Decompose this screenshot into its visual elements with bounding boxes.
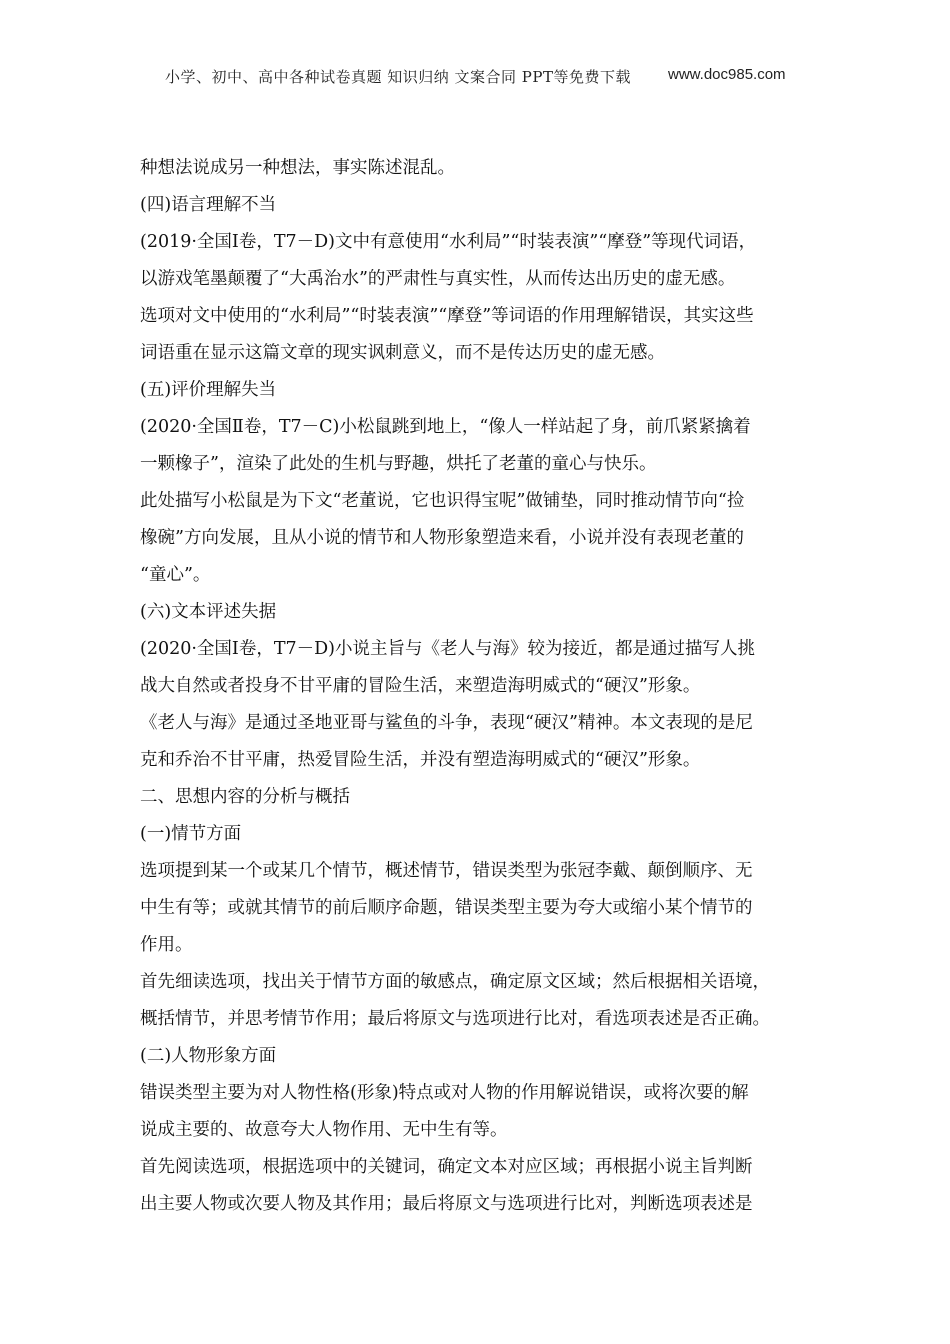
text-line: 一颗橡子”，渲染了此处的生机与野趣，烘托了老董的童心与快乐。	[140, 454, 657, 474]
text-line: 错误类型主要为对人物性格(形象)特点或对人物的作用解说错误，或将次要的解	[140, 1083, 749, 1103]
text-line: 战大自然或者投身不甘平庸的冒险生活，来塑造海明威式的“硬汉”形象。	[140, 676, 701, 696]
header-url: www.doc985.com	[668, 66, 786, 83]
text-line: (2020·全国Ⅰ卷，T7－D)小说主旨与《老人与海》较为接近，都是通过描写人挑	[140, 639, 756, 659]
document-body	[140, 150, 830, 1223]
text-line: 橡碗”方向发展，且从小说的情节和人物形象塑造来看，小说并没有表现老董的	[140, 528, 744, 548]
text-line: 概括情节，并思考情节作用；最后将原文与选项进行比对，看选项表述是否正确。	[140, 1009, 770, 1029]
text-line: 此处描写小松鼠是为下文“老董说，它也识得宝呢”做铺垫，同时推动情节向“捡	[140, 491, 745, 511]
section-heading: (六)文本评述失据	[140, 602, 277, 622]
text-line: 首先细读选项，找出关于情节方面的敏感点，确定原文区域；然后根据相关语境，	[140, 972, 770, 992]
section-heading: (四)语言理解不当	[140, 195, 277, 215]
text-line: 中生有等；或就其情节的前后顺序命题，错误类型主要为夸大或缩小某个情节的	[140, 898, 753, 918]
text-line: 词语重在显示这篇文章的现实讽刺意义，而不是传达历史的虚无感。	[140, 343, 665, 363]
page-header	[0, 66, 950, 92]
section-heading: (二)人物形象方面	[140, 1046, 277, 1066]
text-line: 选项提到某一个或某几个情节，概述情节，错误类型为张冠李戴、颠倒顺序、无	[140, 861, 753, 881]
text-line: 选项对文中使用的“水利局”“时装表演”“摩登”等词语的作用理解错误，其实这些	[140, 306, 754, 326]
text-line: 以游戏笔墨颠覆了“大禹治水”的严肃性与真实性，从而传达出历史的虚无感。	[140, 269, 736, 289]
header-text: 小学、初中、高中各种试卷真题 知识归纳 文案合同 PPT等免费下载	[165, 68, 631, 86]
text-line: 出主要人物或次要人物及其作用；最后将原文与选项进行比对，判断选项表述是	[140, 1194, 753, 1214]
text-line: 《老人与海》是通过圣地亚哥与鲨鱼的斗争，表现“硬汉”精神。本文表现的是尼	[140, 713, 753, 733]
text-line: 克和乔治不甘平庸，热爱冒险生活，并没有塑造海明威式的“硬汉”形象。	[140, 750, 701, 770]
text-line: “童心”。	[140, 565, 211, 585]
section-heading: (一)情节方面	[140, 824, 242, 844]
text-line: (2019·全国Ⅰ卷，T7－D)文中有意使用“水利局”“时装表演”“摩登”等现代词语，	[140, 232, 757, 252]
text-line: 说成主要的、故意夸大人物作用、无中生有等。	[140, 1120, 508, 1140]
text-line: 种想法说成另一种想法，事实陈述混乱。	[140, 158, 455, 178]
text-line: 作用。	[140, 935, 193, 955]
section-heading: (五)评价理解失当	[140, 380, 277, 400]
section-heading: 二、思想内容的分析与概括	[140, 787, 350, 807]
text-line: 首先阅读选项，根据选项中的关键词，确定文本对应区域；再根据小说主旨判断	[140, 1157, 753, 1177]
text-line: (2020·全国Ⅱ卷，T7－C)小松鼠跳到地上，“像人一样站起了身，前爪紧紧擒着	[140, 417, 751, 437]
